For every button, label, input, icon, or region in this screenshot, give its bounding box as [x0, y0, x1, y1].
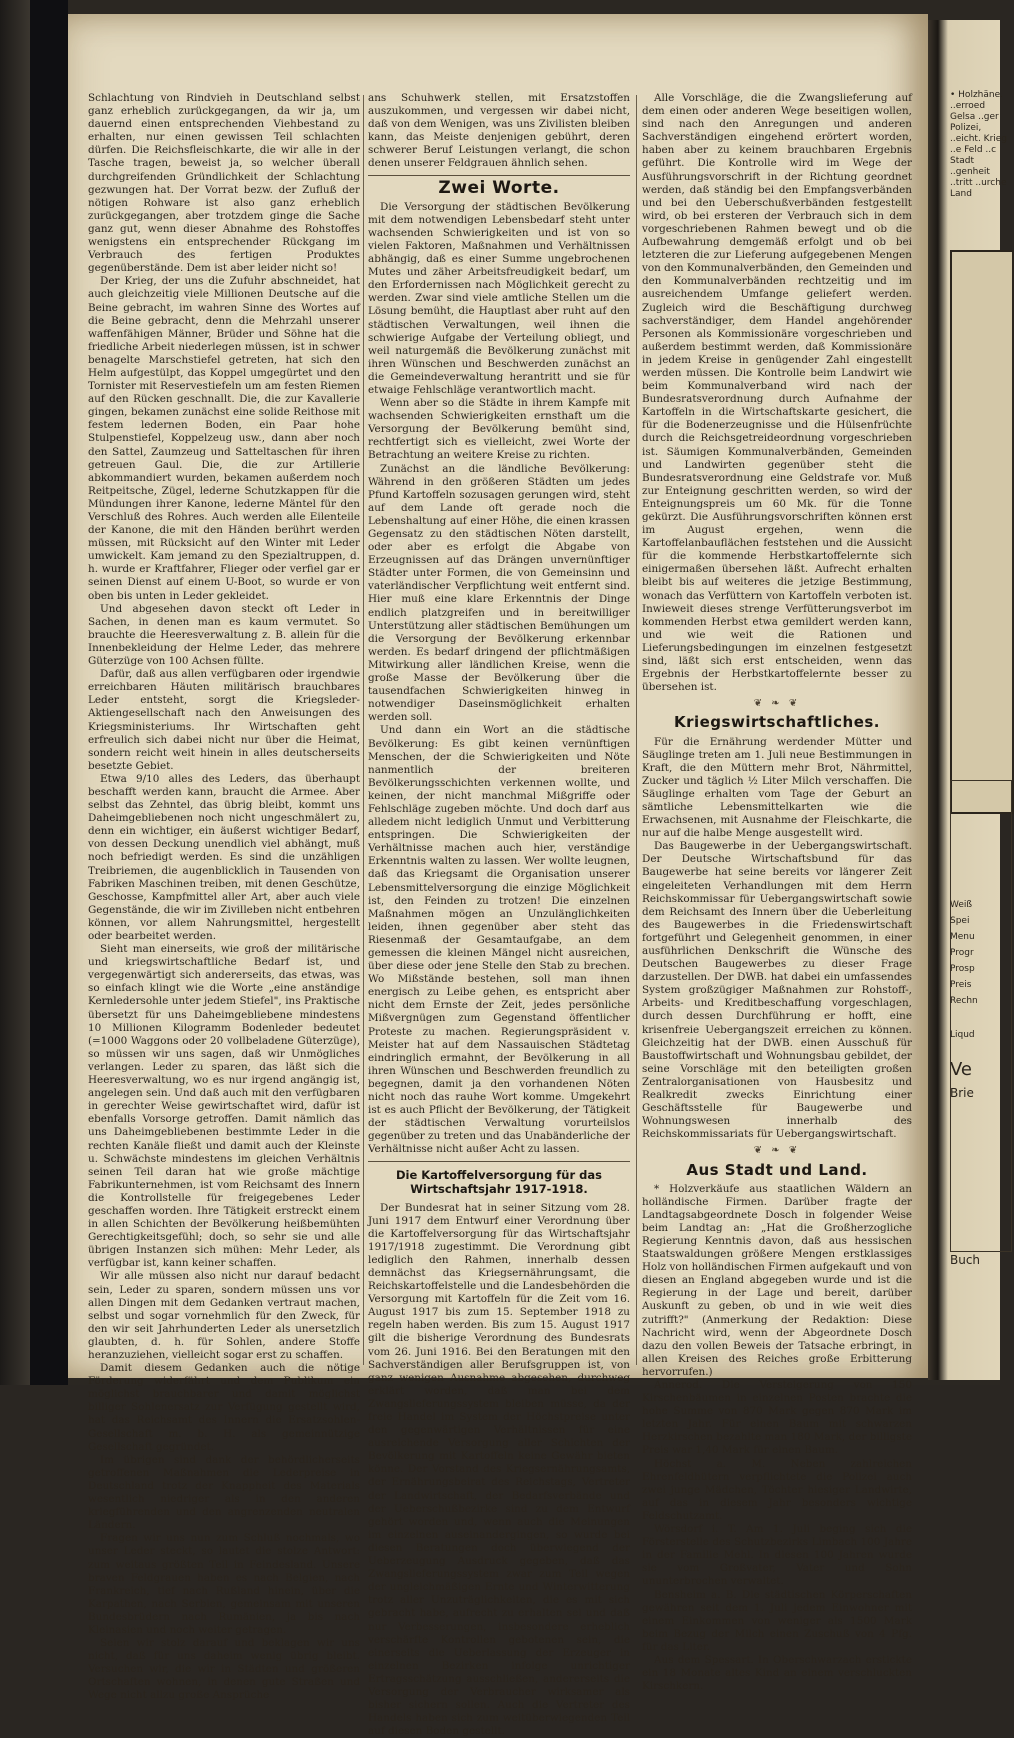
col1-paragraph-10: Fragen wir uns nun zum Schluß nochmals, wo unser Leder steckt, so lautet die stolze Antwort: zum weitaus größten Teil in Feindesland. Unsere braven Feldgrauen haben es nach Belgien, nach Frankreich, tief nach Rußland hinein, über die Karpathen, nach Serbien, gemeinsam mit unseren Bundesbrüdern nach Rumänien, ja bis nach Kleinasien und noch weiter getragen. — [88, 1532, 360, 1637]
col3-top-paragraph: Alle Vorschläge, die die Zwangslieferung auf dem einen oder anderen Wege beseitigen wollen, sind nach den Anregungen und anderen Sachverständigen eingehend erörtert worden, haben aber zu keinem brauchbaren Ergebnis geführt. Die Kontrolle wird im Wege der Ausführungsvorschrift in der Richtung geordnet werden, daß ständig bei den Empfangsverbänden und bei den Ueberschußverbänden festgestellt wird, ob bei ersteren der Verbrauch sich in dem vorgeschriebenen Rahmen bewegt und ob die Aufbewahrung demgemäß erfolgt und ob bei letzteren die zur Lieferung aufgegebenen Mengen von den Kommunalverbänden, den Gemeinden und den Kommunalverbänden rechtzeitig und im ausreichendem Umfange geliefert werden. Zugleich wird die Beschäftigung durchweg sachverständiger, dem Handel angehörender Personen als Kommissionäre vorgeschrieben und außerdem bestimmt werden, daß Kommissionäre in jedem Kreise in genügender Zahl eingestellt werden müssen. Die Kontrolle beim Landwirt wie beim Kommunalverband wird nach der Bundesratsverordnung durch Aufnahme der Kartoffeln in die Wirtschaftskarte gesichert, die für die Bodenerzeugnisse und die Hülsenfrüchte durch die Reichsgetreideordnung vorgeschrieben ist. Säumigen Kommunalverbänden, Gemeinden und Landwirten gegenüber steht die Bundesratsverordnung eine Geldstrafe vor. Muß zur Enteignung geschritten werden, so wird der Enteignungspreis um 60 Mk. für die Tonne gekürzt. Die Ausführungsvorschriften können erst im August ergehen, wenn die Kartoffelanbauflächen feststehen und die Aussicht für die kommende Herbstkartoffelernte sich einigermaßen übersehen läßt. Aufrecht erhalten bleibt bis auf weiteres die jetzige Bestimmung, wonach das Verfüttern von Kartoffeln verboten ist. Inwieweit dieses strenge Verfütterungsverbot im kommenden Herbst etwa gemildert werden kann, und wie weit die Rationen und Lieferungsbedingungen im einzelnen festgesetzt sind, läßt sich erst entscheiden, wenn das Ergebnis der Herbstkartoffelernte besser zu übersehen ist. — [642, 92, 912, 694]
column-rule-1 — [363, 95, 364, 1365]
col2-article1-paragraph-2: Wenn aber so die Städte in ihrem Kampfe mit wachsenden Schwierigkeiten ernsthaft um die Versorgung der Bevölkerung bemüht sind, rechtfertigt sich es vielleicht, zwei Worte der Betrachtung an weitere Kreise zu richten. — [368, 397, 630, 462]
col2-article1-paragraph-1: Die Versorgung der städtischen Bevölkerung mit dem notwendigen Lebensbedarf steht unter wachsenden Schwierigkeiten und ist von so vielen Faktoren, Maßnahmen und Verhältnissen abhängig, daß es einer Summe ungebrochenen Mutes und zäher Arbeitsfreudigkeit bedarf, um den Erfordernissen nach Möglichkeit gerecht zu werden. Zwar sind viele amtliche Stellen um die Lösung bemüht, die Hauptlast aber ruht auf den städtischen Verwaltungen, weil ihnen die schwierige Aufgabe der Verteilung obliegt, und weil naturgemäß die Bevölkerung zunächst mit ihren Wünschen und Beschwerden zunächst an die Gemeindeverwaltung herantritt und sie für etwaige Fehlschläge verantwortlich macht. — [368, 201, 630, 397]
adjacent-item: Rechn — [950, 996, 1010, 1007]
col2-article1-paragraph-4: Und dann ein Wort an die städtische Bevölkerung: Es gibt keinen vernünftigen Menschen, der die Schwierigkeiten und Nöte nanmentlich der breiteren Bevölkerungsschichten verkennen wollte, und keinen, der nicht manchmal Mißgriffe oder Fehlschläge zugeben möchte. Und doch darf aus alledem nicht lediglich Unmut und Verbitterung entspringen. Die Schwierigkeiten der Verhältnisse machen auch hier, verständige Erkenntnis walten zu lassen. Wer wollte leugnen, daß das Kriegsamt die Organisation unserer Lebensmittelversorgung die einzige Möglichkeit ist, den Feinden zu trotzen! Die einzelnen Maßnahmen mögen an Unzulänglichkeiten leiden, ihnen gegenüber aber steht das Riesenmaß der Gesamtaufgabe, an dem gemessen die kleinen Mängel nicht ausreichen, über diese oder jene Stelle den Stab zu brechen. Wo Mißstände bestehen, soll man ihnen energisch zu Leibe gehen, es entspricht aber nicht dem Ernste der Zeit, jedes persönliche Mißvergnügen zum Gegenstand öffentlicher Proteste zu machen. Regierungspräsident v. Meister hat auf dem Nassauischen Städtetag eindringlich ermahnt, der Bevölkerung in all ihren Wünschen und Beschwerden freundlich zu begegnen, damit ja den vorhandenen Nöten nicht noch das rauhe Wort komme. Umgekehrt ist es auch Pflicht der Bevölkerung, der Tätigkeit der städtischen Verwaltung vorurteilslos gegenüber zu treten und das Unabänderliche der Verhältnisse nicht außer Acht zu lassen. — [368, 724, 630, 1156]
adjacent-top-text: • Holzhäne. ..erroed Gelsa ..ger Polizei, ..eicht. Krieg ..e Feld ..c Stadt ..genheit ..tritt ..urche Land — [950, 90, 1010, 200]
adjacent-page-strip — [928, 20, 1000, 1380]
adjacent-item: Prosp — [950, 964, 1010, 975]
headline-kartoffelversorgung: Die Kartoffelversorgung für das Wirtschaftsjahr 1917-1918. — [368, 1168, 630, 1196]
headline-zwei-worte: Zwei Worte. — [368, 182, 630, 195]
col1-paragraph-4: Dafür, daß aus allen verfügbaren oder irgendwie erreichbaren Häuten militärisch brauchbares Leder entsteht, sorgt die Kriegsleder-Aktiengesellschaft nach den Anweisungen des Kriegsministeriums. Ihr Wirtschaften geht erfreulich sich dabei nicht nur über die Heimat, sondern reicht weit hinein in alles deutscherseits besetzte Gebiet. — [88, 668, 360, 773]
col2-article1-paragraph-3: Zunächst an die ländliche Bevölkerung: Während in den größeren Städten um jedes Pfund Kartoffeln sozusagen gerungen wird, steht auf dem Lande oft gerade noch die Lebenshaltung auf einer Höhe, die einen krassen Gegensatz zu den städtischen Nöten darstellt, oder aber es erfolgt die Abgabe von Erzeugnissen auf das Drängen unvernünftiger Städter unter Formen, die von Gemeinsinn und vaterländischer Verpflichtung weit entfernt sind. Hier muß eine klare Erkenntnis der Dinge endlich platzgreifen und in bereitwilliger Unterstützung aller städtischen Bemühungen um die Versorgung der Bevölkerung erkennbar werden. Es bedarf dringend der pflichtmäßigen Mitwirkung aller ländlichen Kreise, wenn die große Masse der Bevölkerung über die tausendfachen Schwierigkeiten hinweg in notwendiger Daseinsmöglichkeit erhalten werden soll. — [368, 463, 630, 725]
col3-article2-paragraph-5: Bensheim a. B. Die städtischen Körperschaften gewähren seit dem 1. Juli jedem Einwohner mit einem Einkommen von weniger als 1500 Mark beim Bezug der Milch einen Zuschuß von 4 Pfg. für das Liter. — [642, 1589, 912, 1654]
col3-article2-paragraph-3: Höchst a. M. Neben zahlreichen Ehrenfeldhütern verpflichtete die Polizei auch zwei junge Mädchen, Töchter hiesiger Landwirte, auf das in diesem Jahr besonders wichtige Feldschutzamt. — [642, 1458, 912, 1523]
col1-paragraph-3: Und abgesehen davon steckt oft Leder in Sachen, in denen man es kaum vermutet. So brauchte die Heeresverwaltung z. B. allein für die Innenbekleidung der Helme Leder, das mehrere Güterzüge von 100 Achsen füllte. — [88, 603, 360, 668]
column-2 — [368, 92, 630, 1738]
ornament-divider: ❦ ❧ ❦ — [642, 1144, 912, 1157]
headline-kriegswirtschaftliches: Kriegswirtschaftliches. — [642, 716, 912, 729]
col3-article1-paragraph-1: Für die Ernährung werdender Mütter und Säuglinge treten am 1. Juli neue Bestimmungen in Kraft, die den Müttern mehr Brot, Nährmittel, Zucker und täglich ½ Liter Milch verschaffen. Die Säuglinge erhalten vom Tage der Geburt an sämtliche Lebensmittelkarten wie die Erwachsenen, mit Ausnahme der Fleischkarte, die nur auf die halbe Menge ausgestellt wird. — [642, 736, 912, 841]
adjacent-frame — [950, 780, 1012, 1252]
adjacent-advert-box — [950, 250, 1014, 814]
col3-article2-paragraph-4: Wörsdorf i. T. Am 1. Juli beging sich die Försterstelle des Schutzbezirks Limbach 100 Jahre in der Familie Mehl. In diesen 100 Jahren wurde sie vom Großvater, Vater und Sohn ununterbrochen verwaltet. — [642, 1523, 912, 1588]
adjacent-item: Progr — [950, 948, 1010, 959]
divider — [368, 175, 630, 176]
col2-top-paragraph: ans Schuhwerk stellen, mit Ersatzstoffen auszukommen, und vergessen wir dabei nicht, daß von dem Wenigen, was uns Zivilisten bleiben kann, das Meiste denjenigen gebührt, deren schwerer Beruf Leistungen verlangt, die schon denen unserer Feldgrauen ähnlich sehen. — [368, 92, 630, 171]
col3-article2-paragraph-1: * Holzverkäufe aus staatlichen Wäldern an holländische Firmen. Darüber fragte der Landtagsabgeordnete Dosch in folgender Weise beim Landtag an: „Hat die Großherzogliche Regierung Kenntnis davon, daß aus hessischen Staatswaldungen größere Mengen erstklassiges Holz von holländischen Firmen aufgekauft und von diesen an England abgegeben wurde und ist die Regierung in der Lage und bereit, darüber Auskunft zu geben, ob und in wie weit dies zutrifft?" (Anmerkung der Redaktion: Diese Nachricht wird, wenn der Abgeordnete Dosch dazu den vollen Beweis der Tatsache erbringt, in allen Kreisen des Reiches große Erbitterung hervorrufen.) — [642, 1183, 912, 1379]
col3-article2-paragraph-2: Annerod. Die Versteigerung von 150 Kirschenbäumen in einzelnen Posten brachte die hohe Summe von 870 Mark gegen 870 Mark im letzten Jahr. Für einen Baum mit schwarzen Herzkirschen bezahlte man 180 Mark, der billigste Preis war 1,40 Mark für einen Baum. — [642, 1379, 912, 1458]
adjacent-item: Weiß — [950, 900, 1010, 911]
col1-paragraph-6: Sieht man einerseits, wie groß der militärische und kriegswirtschaftliche Bedarf ist, und vergegenwärtigt sich andererseits, das etwas, was so einfach klingt wie die Worte „eine anständige Kernledersohle unter jedem Stiefel", ins Praktische übersetzt für uns Daheimgebliebene mindestens 10 Millionen Kilogramm Bodenleder bedeutet (=1000 Waggons oder 20 vollbeladene Güterzüge), so müssen wir uns sagen, daß wir Unmögliches verlangen. Leder zu sparen, das läßt sich die Heeresverwaltung, wo es nur irgend angängig ist, angelegen sein. Und daß auch mit den verfügbaren in gerechter Weise gewirtschaftet wird, dafür ist ebenfalls Vorsorge getroffen. Damit nämlich das uns Daheimgebliebenen bestimmte Leder in die rechten Kanäle fließt und damit auch der Kleinste u. Schwächste mindestens im gleichen Verhältnis seinen Teil daran hat wie große mächtige Fabrikunternehmen, ist vom Reichsamt des Innern die Kontrollstelle für freigegebenes Leder geschaffen worden. Ihre Tätigkeit erstreckt einem in allen Schichten der Bevölkerung heißbemühten Gerechtigkeitsgefühl; doch, so sehr sie und alle übrigen Instanzen sich mühen: Mehr Leder, als verfügbar ist, kann keiner schaffen. — [88, 943, 360, 1270]
col1-paragraph-2: Der Krieg, der uns die Zufuhr abschneidet, hat auch gleichzeitig viele Millionen Deutsche auf die Beine gebracht, im wahren Sinne des Wortes auf die Beine gebracht, denn die Mehrzahl unserer waffenfähigen Männer, Brüder und Söhne hat die friedliche Arbeit niederlegen müssen, ist in schwer benagelte Marschstiefel getreten, hat sich den Helm aufgestülpt, das Koppel umgegürtet und den Tornister mit Reservestiefeln um am festen Riemen auf den Rücken geschnallt. Die, die zur Kavallerie gingen, bekamen zunächst eine solide Reithose mit festem ledernen Boden, ein Paar hohe Stulpenstiefel, Koppelzeug usw., dann aber noch den Sattel, Zaumzeug und Satteltaschen für ihren getreuen Gaul. Die, die zur Artillerie abkommandiert wurden, bekamen außerdem noch Reitpeitsche, Zügel, lederne Schutzkappen für die Mündungen ihrer Kanone, lederne Mäntel für den Verschluß des Rohres. Auch werden alle Eilenteile der Kanone, die mit den Händen berührt werden müssen, mit Rücksicht auf den Winter mit Leder umwickelt. Kam jemand zu den Spezialtruppen, d. h. wurde er Kraftfahrer, Flieger oder verfiel gar er seinen Dienst auf einem U-Boot, so wurde er von oben bis unten in Leder gekleidet. — [88, 275, 360, 602]
adjacent-item: Spei — [950, 916, 1010, 927]
headline-aus-stadt-und-land: Aus Stadt und Land. — [642, 1164, 912, 1177]
divider — [368, 1161, 630, 1162]
col1-paragraph-9: Im übrigen sind dank der behördlicherseits getroffenen Maßnahmen die Lederpreise in Deutschland trotz der Knappheit des Materials wesentlich niedriger als in den anderen kriegführenden und den angrenzenden neutralen Ländern. — [88, 1454, 360, 1533]
adjacent-item: Preis — [950, 980, 1010, 991]
col3-article2-paragraph-6: Aus dem Spessart. In Oberschwarzach erstickte ein 18 Monate altes Kind an einem verschluckten Kirschkern. — [642, 1654, 912, 1693]
column-rule-2 — [636, 95, 637, 1365]
column-1 — [88, 92, 360, 1703]
col1-paragraph-5: Etwa 9/10 alles des Leders, das überhaupt beschafft werden kann, braucht die Armee. Aber selbst das Zehntel, das übrig bleibt, kommt uns Daheimgebliebenen noch nicht ungeschmälert zu, denn ein wichtiger, ein äußerst wichtiger Bedarf, von dessen Deckung unendlich viel abhängt, muß noch befriedigt werden. Es sind die unzähligen Treibriemen, die augenblicklich in Tausenden von Fabriken Maschinen treiben, mit denen Geschütze, Geschosse, Kampfmittel aller Art, aber auch viele Gegenstände, die wir im Zivilleben nicht entbehren können, vor allem Nahrungsmittel, hergestellt oder bearbeitet werden. — [88, 773, 360, 943]
col3-article1-paragraph-2: Das Baugewerbe in der Uebergangswirtschaft. Der Deutsche Wirtschaftsbund für das Baugewerbe hat seine bereits vor längerer Zeit eingeleiteten Verhandlungen mit dem Herrn Reichskommissar für Uebergangswirtschaft sowie dem Reichsamt des Innern über die Ueberleitung des Baugewerbes in die Friedenswirtschaft fortgeführt und Gelegenheit genommen, in einer ausführlichen Denkschrift die Wünsche des Deutschen Baugewerbes zu dieser Frage darzustellen. Der DWB. hat dabei ein umfassendes System großzügiger Maßnahmen zur Rohstoff-, Arbeits- und Kreditbeschaffung vorgeschlagen, durch dessen Durchführung er hofft, eine krisenfreie Uebergangszeit erreichen zu können. Gleichzeitig hat der DWB. einen Ausschuß für Baustoffwirtschaft und Wohnungsbau gebildet, der seine Vorschläge mit den beteiligten großen Zentralorganisationen von Hausbesitz und Realkredit zwecks Einrichtung einer Geschäftsstelle für Baugewerbe und Wohnungswesen innerhalb des Reichskommissariats für Uebergangswirtschaft. — [642, 840, 912, 1141]
adjacent-item: Buch — [950, 1255, 1010, 1266]
col1-paragraph-11: Seien wir stolz darauf und beklagen wir uns nicht, daß für uns daheim wenig übrig bleibt. Versuchen wir, die wir in Städten und größeren Ortschaften wohnen, in denen gute Straßen und Wege nicht allzu große Ansprüche — [88, 1637, 360, 1702]
adjacent-item: Ve — [950, 1060, 1010, 1080]
adjacent-item: Liqud — [950, 1030, 1010, 1041]
col1-paragraph-8: Damit diesem Gedanken auch die nötige Förderung widerfährt und dem Publikum ein möglichst brauchbarer und damit möglichst billiger Sohlenersatz zur Verfügung gestellt wird, hat das Reichsamt des Innern die Ersatzsohlen-Gesellschaft m. b. H. als gemeinnützige Gesellschaft gegründet. — [88, 1362, 360, 1454]
book-edge-left — [30, 0, 68, 1385]
col1-paragraph-7: Wir alle müssen also nicht nur darauf bedacht sein, Leder zu sparen, sondern müssen uns vor allen Dingen mit dem Gedanken vertraut machen, selbst und sogar vornehmlich für den Zweck, für den wir seit Jahrhunderten Leder als unersetzlich glaubten, d. h. für Sohlen, andere Stoffe heranzuziehen, vielleicht sogar erst zu schaffen. — [88, 1270, 360, 1362]
col1-paragraph-1: Schlachtung von Rindvieh in Deutschland selbst ganz erheblich zurückgegangen, da wir ja, um dauernd einen entsprechenden Viehbestand zu erhalten, nur einen gewissen Teil schlachten dürfen. Die Reichsfleischkarte, die wir alle in der Tasche tragen, beweist ja, so welcher überall durchgreifenden Gründlichkeit der Schlachtung gezwungen hat. Der Vorrat bezw. der Zufluß der nötigen Rohware ist also ganz erheblich zurückgegangen, aber trotzdem ginge die Sache ganz gut, wenn dieser Abnahme des Rohstoffes wenigstens ein entsprechender Rückgang im Verbrauch des fertigen Produktes gegenüberstände. Dem ist aber leider nicht so! — [88, 92, 360, 275]
col2-article2-paragraph-1: Der Bundesrat hat in seiner Sitzung vom 28. Juni 1917 dem Entwurf einer Verordnung über die Kartoffelversorgung für das Wirtschaftsjahr 1917/1918 zugestimmt. Die Verordnung gibt lediglich den Rahmen, innerhalb dessen demnächst das Kriegsernährungsamt, die Reichskartoffelstelle und die Landesbehörden die Versorgung mit Kartoffeln für die Zeit vom 16. August 1917 bis zum 15. September 1918 zu regeln haben werden. Bis zum 15. August 1917 gilt die bisherige Verordnung des Bundesrats vom 26. Juni 1916. Bei den Beratungen mit den Sachverständigen aller Berufsgruppen ist, von ganz wenigen Ausnahme abgesehen, durchweg erklärt worden, daß man bei dem Zwangslieferungssystem bleiben müsse, da der freie Handel im System der Höchstpreise unter den gegenwärtigen Verhältnissen für eine ausreichende Versorgung aller Schichten der Bevölkerung mit Kartoffeln keine Gewähr bieten könne. Der Vorstand des Kriegsernährungsamts, der Ernährungsbeirat des Reichstags, Vertreter der Landwirtschaft, der Bedarfsverbände und der Ueberschußbezirke sind zu dem Entwurf gehört worden und, wenn auch die Meinungen im einzelnen auseinandergingen, so wurde bei diesen Beratungen doch überwiegend der Ueberzeugung Ausdruck gegeben, daß das Zwangslieferungssystem zwar zum Teil wegen der ungleichmäßigen Ernte und Winterwitterung trotz aller Unzuträglichkeiten, die es mit sich gebracht habe, aufrecht zu erhalten sei und daß nur Verbesserungen, insbesondere erheblich verschärfte Kontrollen gebotenen sein, die einerseits die Ueberlassung der Erzeuger in einzelnen Bezirken infolge unrichtiger Ertragsschätzung ausschließen, andererseits die Versorgung der Verbraucher wirksamer als bisher sichern sollen. Auch die Vertreter des Handels haben sich zum weitüberwiegenden Teil auf diesen Boden gestellt. — [368, 1202, 630, 1738]
column-3 — [642, 92, 912, 1693]
adjacent-item: Brie — [950, 1088, 1010, 1099]
adjacent-item: Menu — [950, 932, 1010, 943]
ornament-divider: ❦ ❧ ❦ — [642, 697, 912, 710]
